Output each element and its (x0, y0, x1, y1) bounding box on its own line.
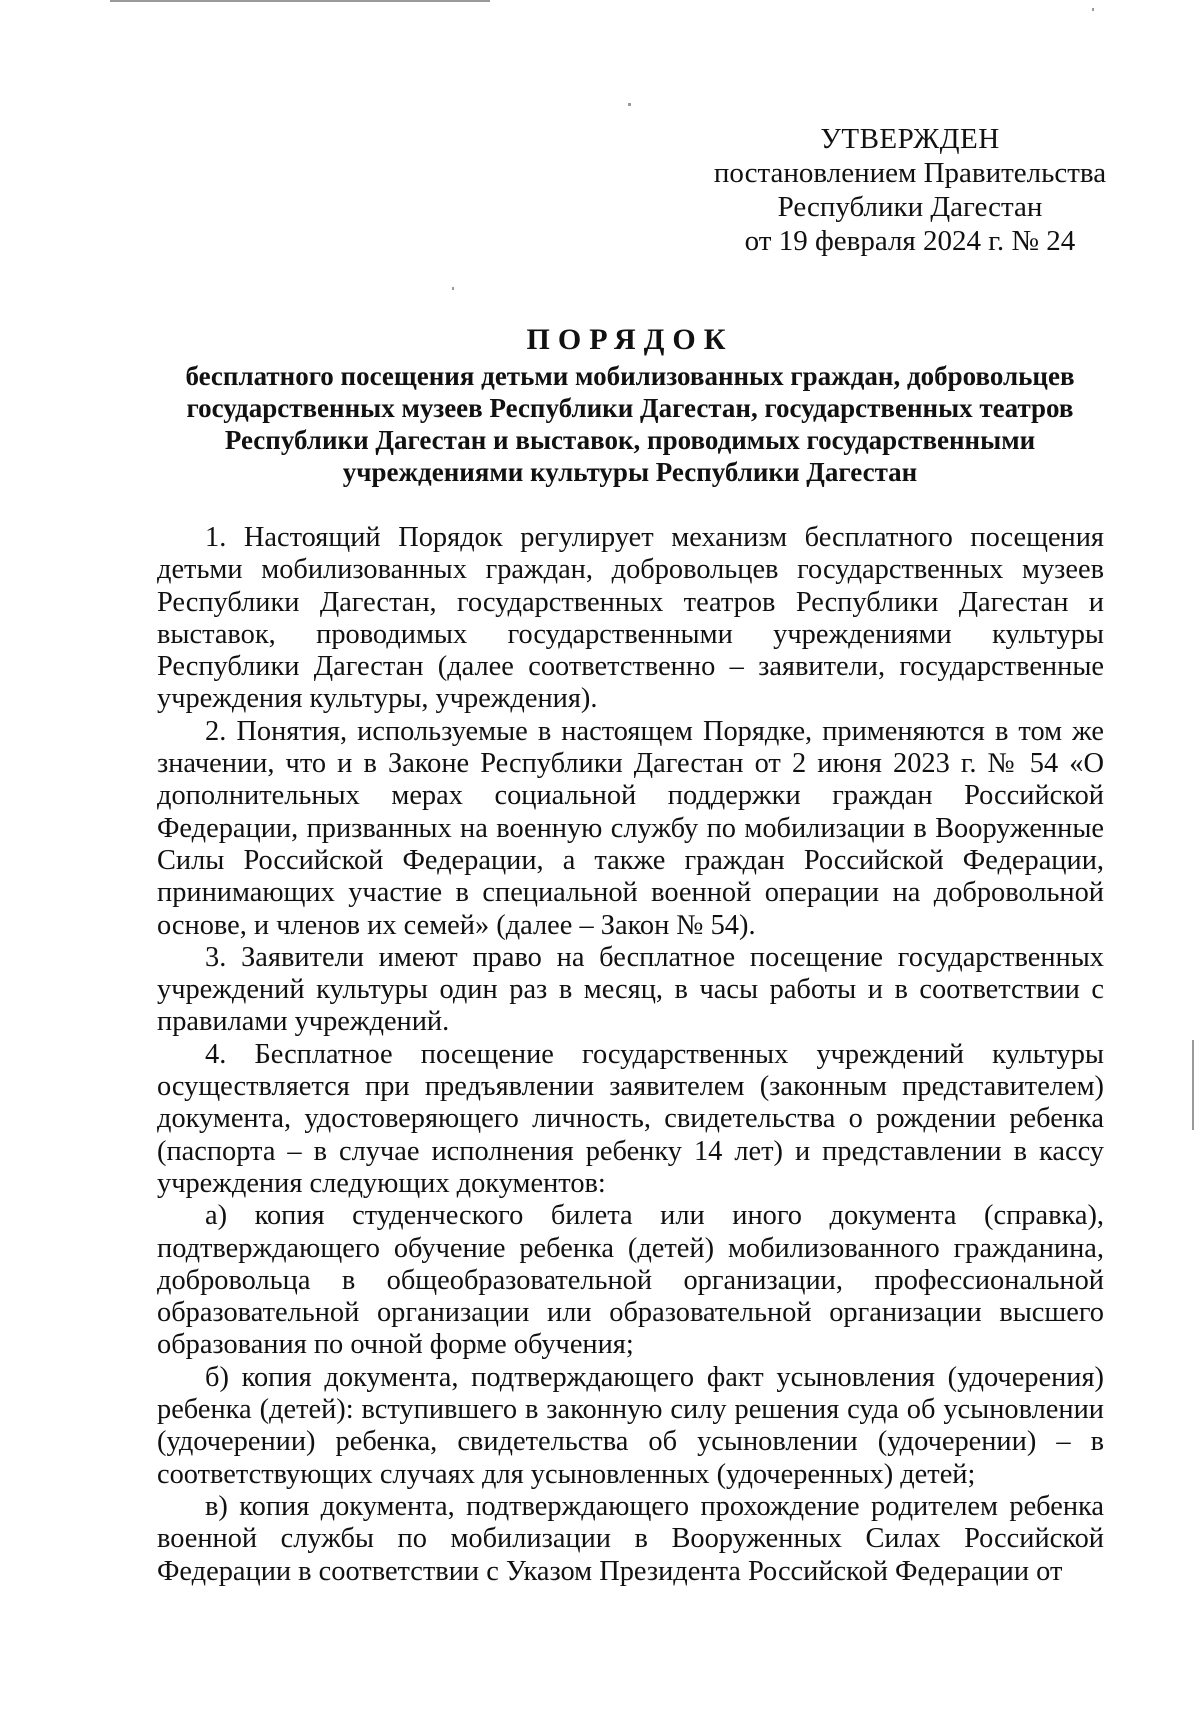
document-body (157, 522, 1104, 1588)
scan-right-edge (1192, 1040, 1194, 1130)
paragraph-4c: в) копия документа, подтверждающего прохождение родителем ребенка военной службы по мобилизации в Вооруженных Силах Российской Федерации в соответствии с Указом Президента Российской Федерации от (157, 1490, 1104, 1587)
approval-line: постановлением Правительства (713, 157, 1107, 189)
document-heading: ПОРЯДОК (526, 323, 734, 356)
paragraph-4a: а) копия студенческого билета или иного документа (справка), подтверждающего обучение ребенка (детей) мобилизованного гражданина, добровольца в общеобразовательной организации, профессиональной образовательной организации или образовательной организации высшего образования по очной форме обучения; (157, 1200, 1104, 1361)
paragraph-1: 1. Настоящий Порядок регулирует механизм бесплатного посещения детьми мобилизованных граждан, добровольцев государственных музеев Республики Дагестан, государственных театров Республики Дагестан и выставок, проводимых государственными учреждениями культуры Республики Дагестан (далее соответственно – заявители, государственные учреждения культуры, учреждения). (157, 522, 1104, 715)
paragraph-3: 3. Заявители имеют право на бесплатное посещение государственных учреждений культуры один раз в месяц, в часы работы и в соответствии с правилами учреждений. (157, 941, 1104, 1038)
approval-line: от 19 февраля 2024 г. № 24 (744, 225, 1076, 257)
approval-stamp (700, 122, 1120, 258)
paragraph-4: 4. Бесплатное посещение государственных учреждений культуры осуществляется при предъявлении заявителем (законным представителем) документа, удостоверяющего личность, свидетельства о рождении ребенка (паспорта – в случае исполнения ребенку 14 лет) и представлении в кассу учреждения следующих документов: (157, 1038, 1104, 1199)
paragraph-4b: б) копия документа, подтверждающего факт усыновления (удочерения) ребенка (детей): вступившего в законную силу решения суда об усыновлении (удочерении) ребенка, свидетельства об усыновлении (удочерении) – в соответствующих случаях для усыновленных (удочеренных) детей; (157, 1361, 1104, 1490)
approval-title: УТВЕРЖДЕН (820, 123, 1000, 155)
paragraph-2: 2. Понятия, используемые в настоящем Порядке, применяются в том же значении, что и в Законе Республики Дагестан от 2 июня 2023 г. № 54 «О дополнительных мерах социальной поддержки граждан Российской Федерации, призванных на военную службу по мобилизации в Вооруженные Силы Российской Федерации, а также граждан Российской Федерации, принимающих участие в специальной военной операции на добровольной основе, и членов их семей» (далее – Закон № 54). (157, 715, 1104, 941)
scan-speck (1092, 8, 1094, 11)
scan-speck (628, 103, 631, 106)
scan-top-edge (110, 0, 490, 2)
document-subheading: бесплатного посещения детьми мобилизованных граждан, добровольцев государственных музеев Республики Дагестан, государственных театров Республики Дагестан и выставок, проводимых государственными учреждениями культуры Республики Дагестан (185, 361, 1075, 487)
document-title-block (150, 322, 1110, 488)
approval-line: Республики Дагестан (777, 191, 1043, 223)
scan-speck (452, 287, 454, 290)
